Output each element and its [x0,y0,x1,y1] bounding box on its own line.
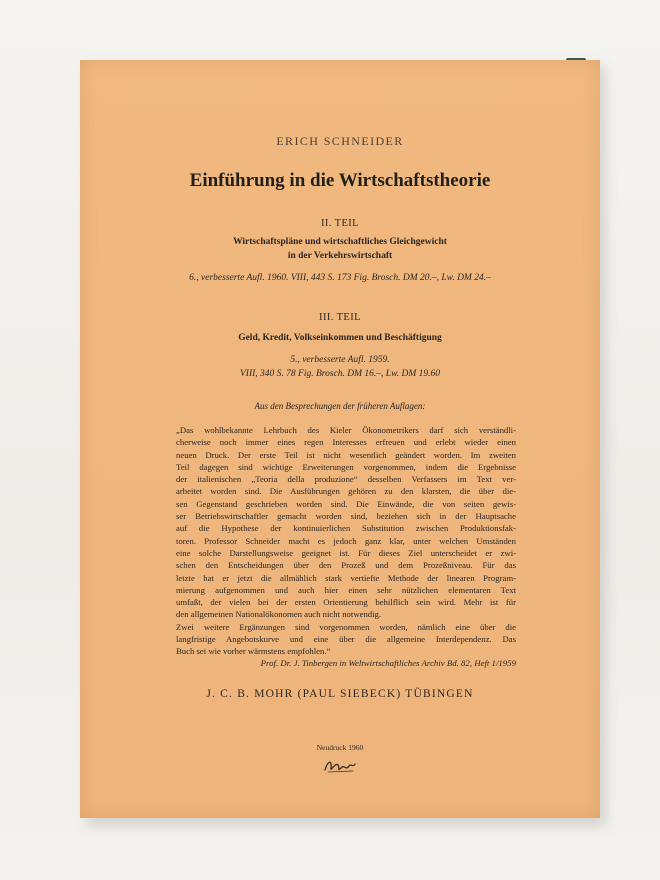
reprint-note: Neudruck 1960 [316,743,364,752]
author-name: ERICH SCHNEIDER [276,134,404,148]
part-ii-edition-info: 6., verbesserte Aufl. 1960. VIII, 443 S. 173 Fig. Brosch. DM 20.–, Lw. DM 24.– [189,273,491,283]
review-line: Teil dagegen sind wichtige Erweiterungen vorgenommen, indem die Ergebnisse [176,461,516,472]
review-line: letzte hat er jetzt die allmählich stark vertiefte Methode der linearen Program- [176,572,516,583]
part-iii-edition-info-line-1: 5., verbesserte Aufl. 1959. [290,355,390,365]
review-line: eine solche Darstellungsweise geeignet ist. Für dieses Ziel unterscheidet er zwi- [176,547,516,558]
review-line: Buch sei wie vorher wärmstens empfohlen.“ [176,646,331,657]
review-line: mierung aufgenommen und auch hier einen sehr nützlichen elementaren Text [176,584,516,595]
review-line: ser Betriebswirtschaftler gemacht worden sind, beziehen sich in der Hauptsache [176,511,516,522]
part-iii-edition-info-line-2: VIII, 340 S. 78 Fig. Brosch. DM 16.–, Lw. DM 19.60 [239,369,440,379]
review-line: Zwei weitere Ergänzungen sind vorgenommen worden, nämlich eine über die [176,621,516,632]
book-title: Einführung in die Wirtschaftstheorie [189,170,491,191]
review-line: der italienischen „Teoria della produzione“ desselben Verfassers im Text ver- [176,474,516,485]
review-line: schen den Entscheidungen über den Prozeß und dem Prozeßniveau. Für das [176,560,516,571]
review-line: neuen Druck. Der erste Teil ist nicht wesentlich geändert worden. Im zweiten [176,449,516,460]
reviews-heading: Aus den Besprechungen der früheren Auflagen: [254,401,426,411]
review-attribution: Prof. Dr. J. Tinbergen in Weltwirtschaftliches Archiv Bd. 82, Heft 1/1959 [260,658,516,668]
publisher-logo-icon [322,756,358,776]
part-ii-subtitle-line-2: in der Verkehrswirtschaft [287,251,393,261]
publisher-name: J. C. B. MOHR (PAUL SIEBECK) TÜBINGEN [206,688,474,700]
review-line: arbeitet worden sind. Die Ausführungen gehören zu den klarsten, die über die- [176,486,516,497]
review-line: den allgemeinen Nationalökonomen auch nicht notwendig. [176,609,382,620]
review-line: toren. Professor Schneider macht es jedoch ganz klar, unter welchen Umständen [176,535,516,546]
book-back-cover [80,60,600,818]
part-iii-subtitle: Geld, Kredit, Volkseinkommen und Beschäftigung [238,333,442,343]
review-line: langfristige Angebotskurve und eine über die allgemeine Interdependenz. Das [176,634,516,645]
review-line: „Das wohlbekannte Lehrbuch des Kieler Ökonometrikers darf sich verständli- [176,425,516,435]
review-line: sen Gegenstand geschrieben worden sind. Die Einwände, die von seiten gewis- [176,498,516,509]
review-line: auf die Hypothese der kontinuierlichen Substitution zwischen Produktionsfak- [176,523,516,534]
part-iii-label: III. TEIL [319,312,361,323]
review-quote [176,424,516,658]
review-line: umfaßt, der vielen bei der ersten Orientierung behilflich sein wird. Mehr ist für [176,597,516,608]
review-line: cherweise noch immer eines regen Interesses erfreuen und erlebt wieder einen [176,437,516,448]
part-ii-label: II. TEIL [321,218,359,229]
part-ii-subtitle-line-1: Wirtschaftspläne und wirtschaftliches Gleichgewicht [233,237,447,247]
